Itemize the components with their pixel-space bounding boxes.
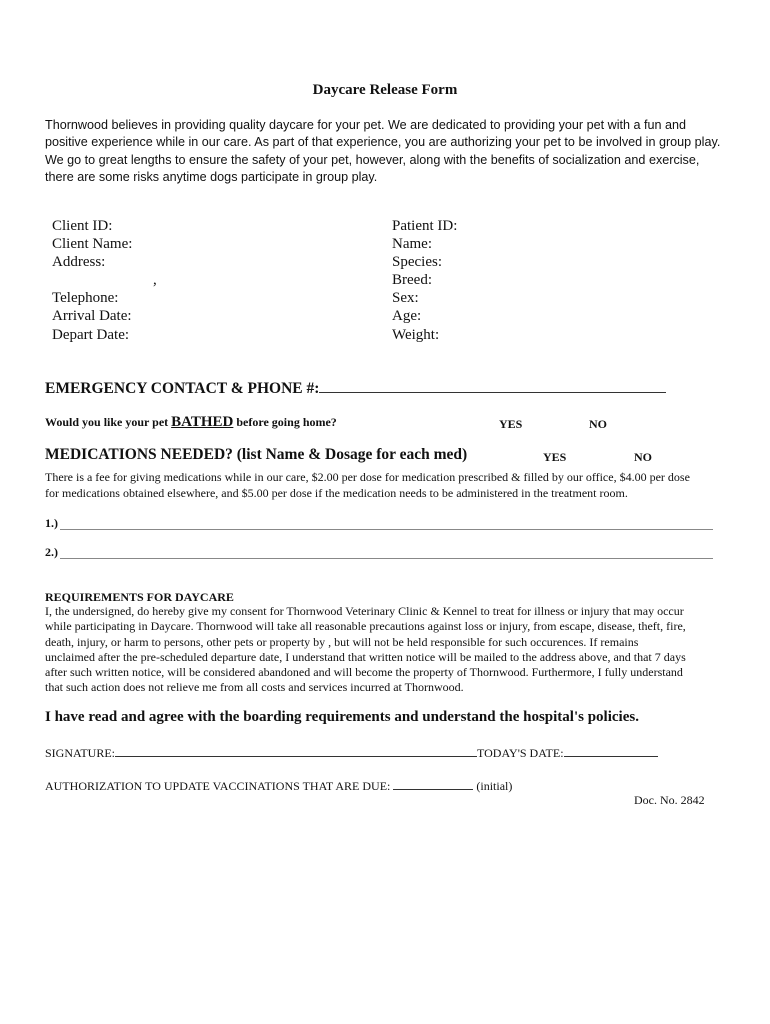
intro-line: We go to great lengths to ensure the safety of your pet, however, along with the benefits of socialization and exercise,	[45, 152, 700, 167]
medications-no-option[interactable]: NO	[634, 450, 652, 464]
fee-line: There is a fee for giving medications while in our care, $2.00 per dose for medication prescribed & filled by our office, $4.00 per dose	[45, 470, 690, 484]
agreement-statement: I have read and agree with the boarding requirements and understand the hospital's policies.	[45, 709, 639, 725]
depart-date-label: Depart Date:	[52, 327, 130, 343]
authorization-label: AUTHORIZATION TO UPDATE VACCINATIONS THAT ARE DUE:	[45, 779, 391, 793]
medication-line-2-rule	[60, 558, 713, 559]
bathed-question-pre: Would you like your pet	[45, 415, 172, 429]
document-number: Doc. No. 2842	[634, 793, 705, 807]
requirements-line: while participating in Daycare. Thornwood will take all reasonable precautions against loss or injury, from escape, disease, theft, fire,	[45, 619, 686, 634]
client-id-label: Client ID:	[52, 218, 113, 234]
species-label: Species:	[392, 254, 442, 270]
address-label: Address:	[52, 254, 106, 270]
authorization-row	[45, 777, 512, 794]
requirements-line: unclaimed after the pre-scheduled departure date, I understand that written notice will be mailed to the address above, and that 7 days	[45, 649, 686, 664]
form-title: Daycare Release Form	[312, 82, 458, 98]
patient-name-label: Name:	[392, 236, 432, 252]
bathed-yes-option[interactable]: YES	[499, 417, 523, 431]
patient-id-label: Patient ID:	[392, 218, 458, 234]
intro-line: positive experience while in our care. As part of that experience, you are authorizing your pet to be involved in group play.	[45, 135, 721, 150]
signature-line[interactable]	[115, 744, 477, 757]
breed-label: Breed:	[392, 272, 432, 288]
age-label: Age:	[392, 308, 422, 324]
weight-label: Weight:	[392, 327, 440, 343]
medication-line-1[interactable]	[45, 516, 58, 531]
requirements-line: death, injury, or harm to persons, other pets or property by , but will not be held responsible for such occurences. If remains	[45, 634, 639, 649]
arrival-date-label: Arrival Date:	[52, 308, 132, 324]
medications-yes-option[interactable]: YES	[543, 450, 567, 464]
medications-heading: MEDICATIONS NEEDED? (list Name & Dosage for each med)	[45, 446, 468, 463]
requirements-text	[45, 604, 735, 696]
todays-date-label: TODAY'S DATE:	[477, 746, 564, 760]
intro-line: there are some risks anytime dogs participate in group play.	[45, 169, 378, 184]
telephone-label: Telephone:	[52, 290, 119, 306]
medication-line-1-number: 1.)	[45, 516, 58, 530]
medication-line-1-rule	[60, 529, 713, 530]
bathed-question-post: before going home?	[233, 415, 337, 429]
authorization-initial-label: (initial)	[476, 779, 513, 793]
medication-line-2[interactable]	[45, 545, 58, 560]
bathed-question	[45, 414, 337, 431]
medication-line-2-number: 2.)	[45, 545, 58, 559]
intro-line: Thornwood believes in providing quality daycare for your pet. We are dedicated to providing your pet with a fun and	[45, 118, 687, 132]
emergency-contact-row	[45, 378, 666, 398]
emergency-contact-label: EMERGENCY CONTACT & PHONE #:	[45, 380, 320, 397]
fee-line: for medications obtained elsewhere, and $5.00 per dose if the medication needs to be administered in the treatment room.	[45, 485, 628, 500]
medication-fee-text	[45, 470, 735, 501]
requirements-line: that such action does not relieve me from all costs and services incurred at Thornwood.	[45, 680, 464, 695]
emergency-contact-line[interactable]	[319, 378, 666, 393]
authorization-initial-line[interactable]	[393, 777, 473, 790]
bathed-emphasis: BATHED	[171, 414, 234, 430]
requirements-line: after such written notice, will be considered abandoned and will become the property of Thornwood. Furthermore, I fully understand	[45, 665, 683, 680]
sex-label: Sex:	[392, 290, 419, 306]
requirements-line: I, the undersigned, do hereby give my consent for Thornwood Veterinary Clinic & Kennel to treat for illness or injury that may occur	[45, 604, 684, 618]
intro-paragraph	[45, 117, 735, 186]
requirements-heading: REQUIREMENTS FOR DAYCARE	[45, 590, 234, 604]
signature-row	[45, 744, 658, 761]
client-name-label: Client Name:	[52, 236, 133, 252]
signature-label: SIGNATURE:	[45, 746, 116, 760]
todays-date-line[interactable]	[564, 744, 658, 757]
bathed-no-option[interactable]: NO	[589, 417, 607, 431]
address-comma: ,	[153, 272, 157, 288]
